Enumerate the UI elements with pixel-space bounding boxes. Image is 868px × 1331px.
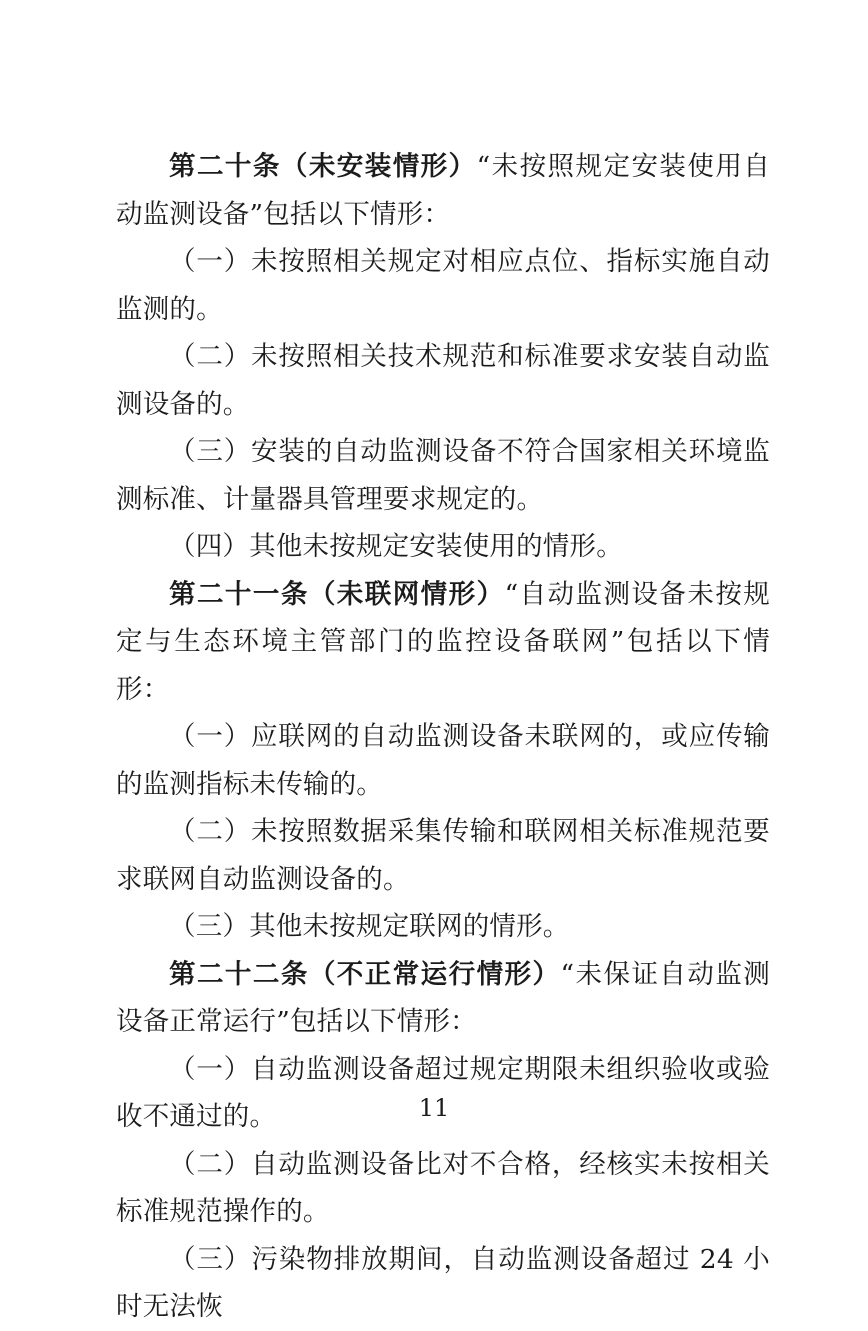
clause-paragraph	[116, 1236, 770, 1331]
clause-paragraph	[116, 808, 770, 903]
clause-paragraph	[116, 523, 770, 571]
article-heading: 第二十一条（未联网情形）	[169, 578, 505, 610]
paragraph-text: （一）应联网的自动监测设备未联网的，或应传输的监测指标未传输的。	[116, 721, 770, 800]
article-paragraph	[116, 143, 770, 238]
paragraph-text: “自动监测设备未按规定与生态环境主管部门的监控设备联网”包括以下情形：	[116, 578, 770, 705]
paragraph-text: （二）未按照相关技术规范和标准要求安装自动监测设备的。	[116, 341, 770, 420]
paragraph-text: （三）安装的自动监测设备不符合国家相关环境监测标准、计量器具管理要求规定的。	[116, 436, 770, 515]
paragraph-text: （三）污染物排放期间，自动监测设备超过 24 小时无法恢	[116, 1243, 770, 1322]
document-body	[116, 143, 770, 1331]
paragraph-text: “未按照规定安装使用自动监测设备”包括以下情形：	[116, 151, 770, 230]
clause-paragraph	[116, 1141, 770, 1236]
paragraph-text: （二）未按照数据采集传输和联网相关标准规范要求联网自动监测设备的。	[116, 816, 770, 895]
paragraph-text: （二）自动监测设备比对不合格，经核实未按相关标准规范操作的。	[116, 1148, 770, 1227]
clause-paragraph	[116, 903, 770, 951]
article-paragraph	[116, 951, 770, 1046]
paragraph-text: （一）未按照相关规定对相应点位、指标实施自动监测的。	[116, 246, 770, 325]
clause-paragraph	[116, 238, 770, 333]
clause-paragraph	[116, 713, 770, 808]
article-heading: 第二十条（未安装情形）	[169, 151, 477, 182]
paragraph-text: （三）其他未按规定联网的情形。	[169, 911, 570, 942]
paragraph-text: （一）自动监测设备超过规定期限未组织验收或验收不通过的。	[116, 1053, 770, 1132]
page-number: 11	[418, 1094, 450, 1122]
article-heading: 第二十二条（不正常运行情形）	[169, 958, 561, 990]
paragraph-text: “未保证自动监测设备正常运行”包括以下情形：	[116, 958, 770, 1037]
article-paragraph	[116, 571, 770, 714]
paragraph-text: （四）其他未按规定安装使用的情形。	[169, 531, 623, 562]
clause-paragraph	[116, 333, 770, 428]
clause-paragraph	[116, 428, 770, 523]
